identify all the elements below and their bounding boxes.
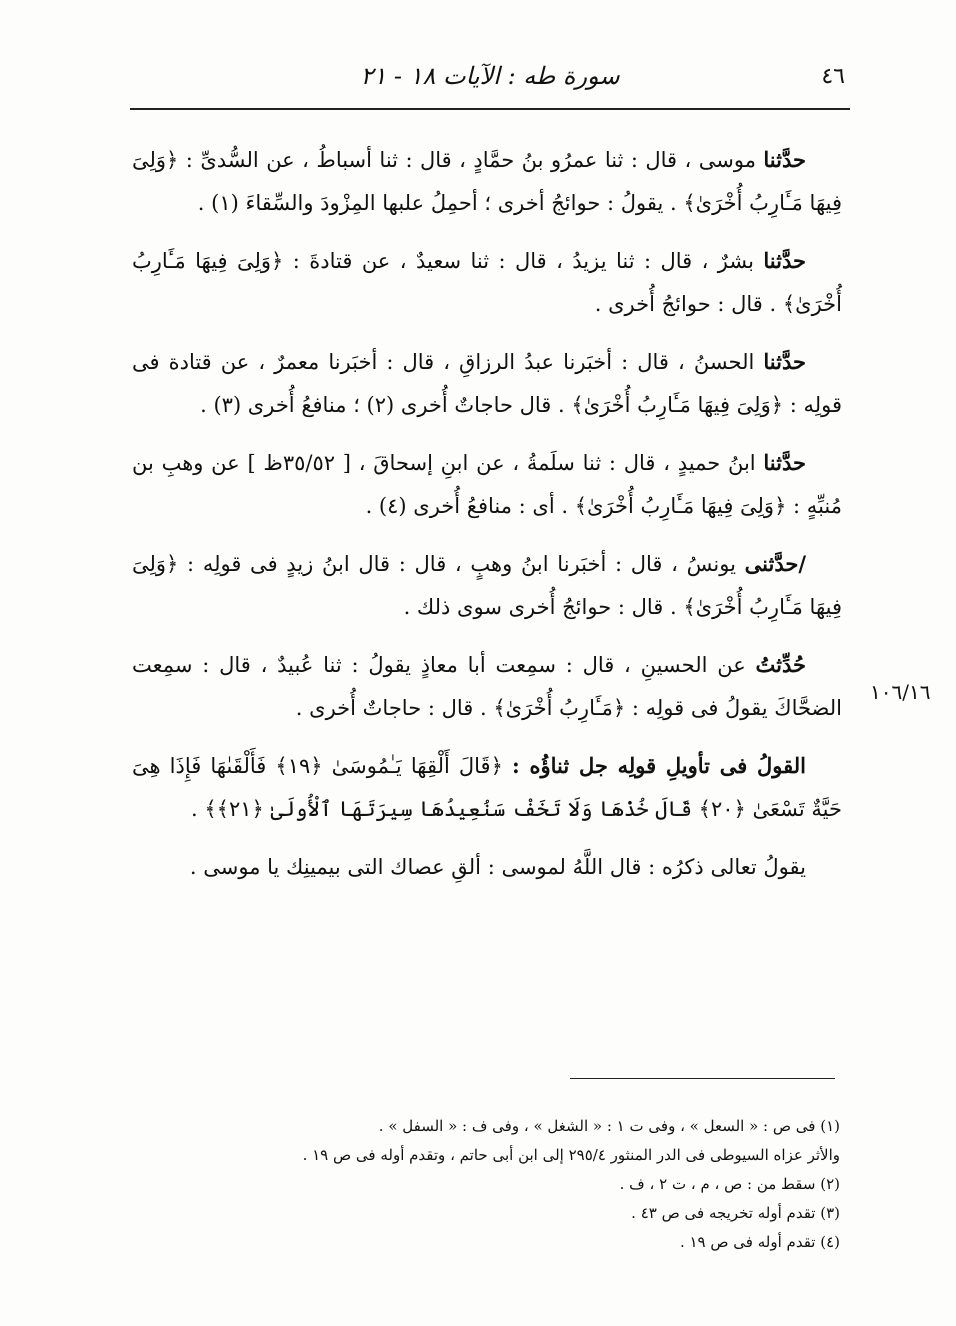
footnote: (٤) تقدم أوله فى ص ١٩ .	[679, 1233, 840, 1251]
paragraph-lead: حدَّثنا	[763, 450, 806, 475]
paragraph-text: موسى ، قال : ثنا عمرُو بنُ حمَّادٍ ، قال : ثنا أسباطُ ، عن السُّدىِّ : ﴿وَلِىَ فِيهَا مَـَٔارِبُ أُخْرَىٰ﴾ . يقولُ : حوائجُ أخرى ؛ أحمِلُ علبها المِزْودَ والسِّقاءَ (١) .	[132, 148, 842, 215]
header-rule	[130, 108, 850, 110]
paragraph	[132, 340, 842, 427]
paragraph-lead: حدَّثنا	[763, 248, 806, 273]
page-header	[135, 58, 845, 106]
paragraph	[132, 138, 842, 225]
paragraph	[132, 441, 842, 528]
paragraph	[132, 845, 842, 889]
footnotes	[160, 1112, 840, 1257]
footnote: (٢) سقط من : ص ، م ، ت ٢ ، ف .	[619, 1175, 840, 1193]
paragraph-text: يونسُ ، قال : أخبَرنا ابنُ وهبٍ ، قال : قال ابنُ زيدٍ فى قولِه : ﴿وَلِىَ فِيهَا مَـَٔارِبُ أُخْرَىٰ﴾ . قال : حوائجُ أُخرى سوى ذلك .	[132, 552, 842, 619]
footnote: (٣) تقدم أوله تخريجه فى ص ٤٣ .	[631, 1204, 840, 1222]
paragraph	[132, 542, 842, 629]
paragraph-lead: حدَّثنا	[763, 147, 806, 172]
paragraph	[132, 239, 842, 326]
margin-reference: ١٠٦/١٦	[870, 680, 931, 704]
paragraph-text: يقولُ تعالى ذكرُه : قال اللَّهُ لموسى : ألقِ عصاك التى بيمينِك يا موسى .	[189, 855, 806, 879]
page-number: ٤٦	[821, 64, 845, 89]
section-heading: القولُ فى تأويلِ قولِه جل ثناؤُه :	[512, 753, 806, 778]
section-heading-paragraph	[132, 744, 842, 831]
footnote: والأثر عزاه السيوطى فى الدر المنثور ٢٩٥/٤ إلى ابن أبى حاتم ، وتقدم أوله فى ص ١٩ .	[302, 1146, 840, 1164]
paragraph-text: ابنُ حميدٍ ، قال : ثنا سلَمةُ ، عن ابنِ إسحاقَ ، [ ٣٥/٥٢ظ ] عن وهبِ بن مُنبِّهٍ : ﴿وَلِىَ فِيهَا مَـَٔارِبُ أُخْرَىٰ﴾ . أى : منافعُ أُخرى (٤) .	[132, 451, 842, 518]
paragraph-text: بشرٌ ، قال : ثنا يزيدُ ، قال : ثنا سعيدٌ ، عن قتادةَ : ﴿وَلِىَ فِيهَا مَـَٔارِبُ أُخْرَىٰ﴾ . قال : حوائجُ أُخرى .	[132, 249, 842, 316]
quran-verse: ﴿قَالَ أَلْقِهَا يَـٰمُوسَىٰ ﴿١٩﴾ فَأَلْقَىٰهَا فَإِذَا هِىَ حَيَّةٌ تَسْعَىٰ ﴿٢٠﴾ قَالَ خُذْهَا وَلَا تَخَفْ سَنُعِيدُهَا سِيرَتَهَا ٱلْأُولَىٰ ﴿٢١﴾﴾ .	[132, 754, 842, 821]
paragraph-text: الحسنُ ، قال : أخبَرنا عبدُ الرزاقِ ، قال : أخبَرنا معمرٌ ، عن قتادة فى قولِه : ﴿وَلِىَ فِيهَا مَـَٔارِبُ أُخْرَىٰ﴾ . قال حاجاتٌ أُخرى (٢) ؛ منافعُ أُخرى (٣) .	[132, 350, 842, 417]
main-text	[132, 138, 842, 903]
paragraph-lead: حُدِّثتُ	[755, 652, 806, 677]
paragraph	[132, 643, 842, 730]
paragraph-text: عن الحسينِ ، قال : سمِعت أبا معاذٍ يقولُ : ثنا عُبيدٌ ، قال : سمِعت الضحَّاكَ يقولُ فى قولِه : ﴿مَـَٔارِبُ أُخْرَىٰ﴾ . قال : حاجاتٌ أُخرى .	[132, 653, 842, 720]
paragraph-lead: حدَّثنا	[763, 349, 806, 374]
footnote-rule	[570, 1078, 835, 1079]
footnote: (١) فى ص : « السعل » ، وفى ت ١ : « الشغل » ، وفى ف : « السفل » .	[378, 1117, 840, 1135]
paragraph-lead: /حدَّثنى	[744, 551, 806, 576]
running-title: سورة طه : الآيات ١٨ - ٢١	[360, 62, 620, 90]
